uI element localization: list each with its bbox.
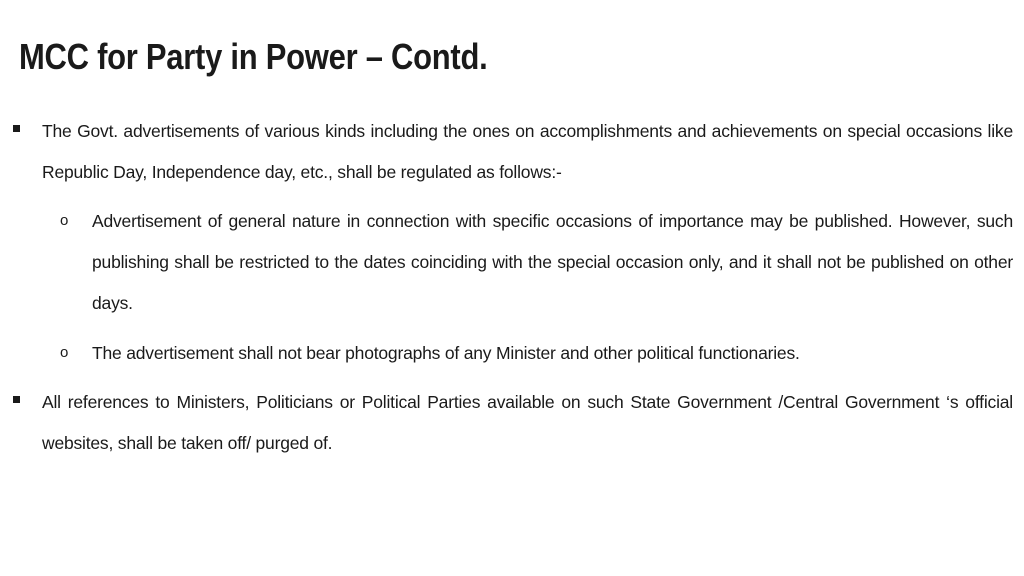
circle-bullet-icon: o [60, 212, 69, 229]
bullet-text: All references to Ministers, Politicians or Political Parties available on such State Government /Central Government ‘s official websites, shall be taken off/ purged of. [42, 392, 1013, 453]
circle-bullet-icon: o [60, 344, 69, 361]
sub-bullet-text: The advertisement shall not bear photographs of any Minister and other political functionaries. [92, 343, 800, 363]
slide-title: MCC for Party in Power – Contd. [19, 36, 488, 77]
bullet-text: The Govt. advertisements of various kinds including the ones on accomplishments and achievements on special occasions like Republic Day, Independence day, etc., shall be regulated as follows:- [42, 121, 1013, 182]
sub-bullet-text: Advertisement of general nature in connection with specific occasions of importance may be published. However, such publishing shall be restricted to the dates coinciding with the special occasion only, and it shall not be published on other days. [92, 211, 1013, 313]
square-bullet-icon [13, 396, 20, 403]
square-bullet-icon [13, 125, 20, 132]
